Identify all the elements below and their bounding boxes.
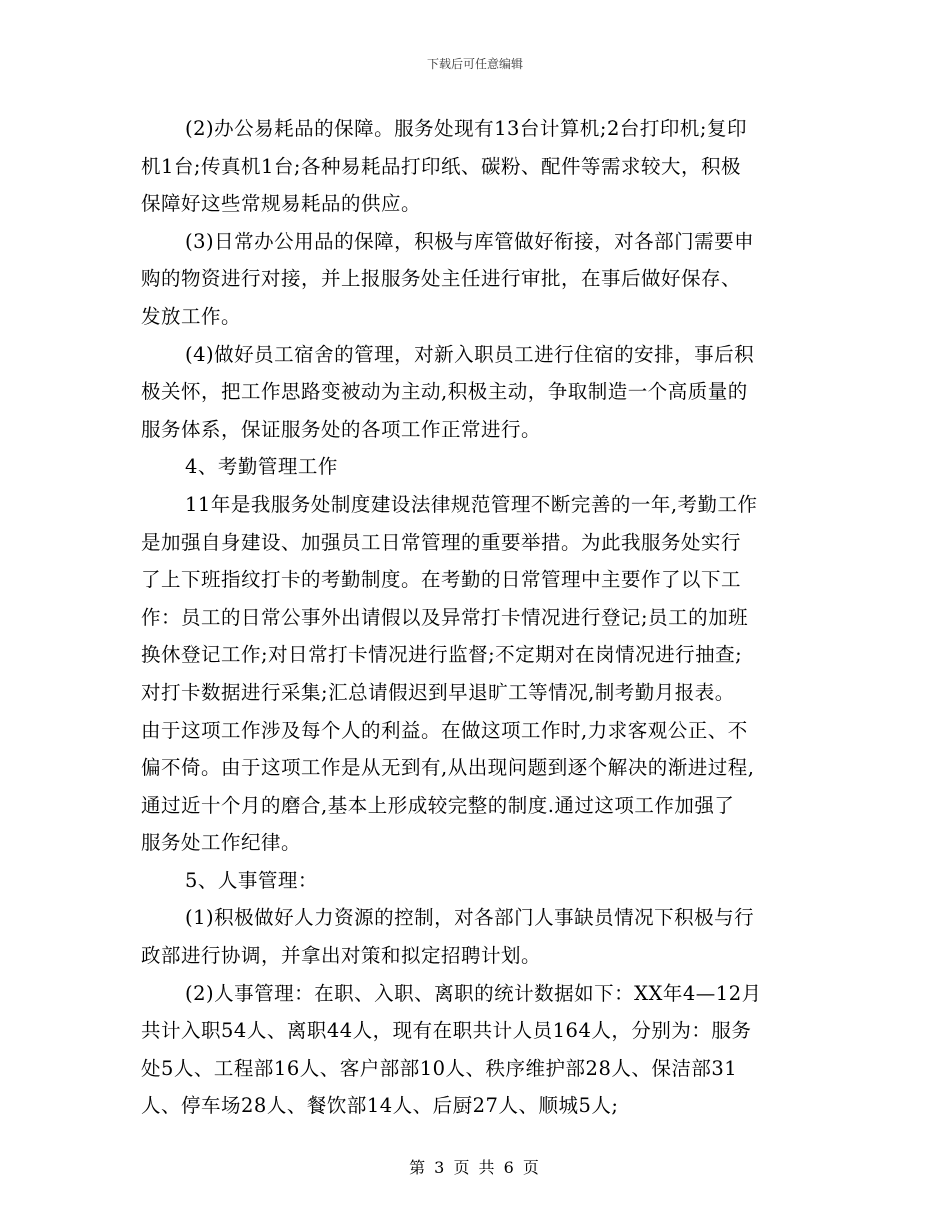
page-header: 下载后可任意编辑 [426, 57, 523, 71]
text-line: (2)人事管理：在职、入职、离职的统计数据如下：XX年4—12月 [185, 981, 762, 1005]
text-line: 是加强自身建设、加强员工日常管理的重要举措。为此我服务处实行 [141, 530, 742, 554]
text-line: 处5人、工程部16人、客户部部10人、秩序维护部28人、保洁部31 [141, 1056, 738, 1080]
text-line: 11年是我服务处制度建设法律规范管理不断完善的一年,考勤工作 [185, 492, 758, 516]
text-line: (3)日常办公用品的保障，积极与库管做好衔接，对各部门需要申 [185, 229, 755, 253]
text-line: 服务处工作纪律。 [141, 831, 302, 855]
text-line: 共计入职54人、离职44人，现有在职共计人员164人，分别为：服务 [141, 1019, 752, 1043]
text-line: 保障好这些常规易耗品的供应。 [141, 192, 422, 216]
text-line: 政部进行协调，并拿出对策和拟定招聘计划。 [141, 944, 542, 968]
text-line: (4)做好员工宿舍的管理，对新入职员工进行住宿的安排，事后积 [185, 342, 755, 366]
text-line: 人、停车场28人、餐饮部14人、后厨27人、顺城5人; [141, 1094, 619, 1118]
text-line: 由于这项工作涉及每个人的利益。在做这项工作时,力求客观公正、不 [141, 718, 748, 742]
text-line: 偏不倚。由于这项工作是从无到有,从出现问题到逐个解决的渐进过程, [141, 756, 755, 780]
page-footer: 第 3 页 共 6 页 [409, 1158, 541, 1177]
text-line: 购的物资进行对接，并上报服务处主任进行审批，在事后做好保存、 [141, 267, 742, 291]
text-line: 4、考勤管理工作 [185, 455, 338, 479]
text-line: 机1台;传真机1台;各种易耗品打印纸、碳粉、配件等需求较大，积极 [141, 154, 741, 178]
text-line: 通过近十个月的磨合,基本上形成较完整的制度.通过这项工作加强了 [141, 793, 735, 817]
text-line: 对打卡数据进行采集;汇总请假迟到早退旷工等情况,制考勤月报表。 [141, 680, 735, 704]
text-line: (2)办公易耗品的保障。服务处现有13台计算机;2台打印机;复印 [185, 117, 747, 140]
text-line: 服务体系，保证服务处的各项工作正常进行。 [141, 417, 542, 441]
text-line: 了上下班指纹打卡的考勤制度。在考勤的日常管理中主要作了以下工 [141, 568, 742, 592]
text-line: 极关怀，把工作思路变被动为主动,积极主动，争取制造一个高质量的 [141, 380, 748, 404]
text-line: 作：员工的日常公事外出请假以及异常打卡情况进行登记;员工的加班 [141, 605, 749, 629]
document-body [141, 110, 813, 1125]
text-line: 发放工作。 [141, 304, 242, 328]
text-line: 换休登记工作;对日常打卡情况进行监督;不定期对在岗情况进行抽查; [141, 643, 743, 667]
text-line: 5、人事管理： [185, 868, 318, 892]
text-line: (1)积极做好人力资源的控制，对各部门人事缺员情况下积极与行 [185, 906, 755, 930]
